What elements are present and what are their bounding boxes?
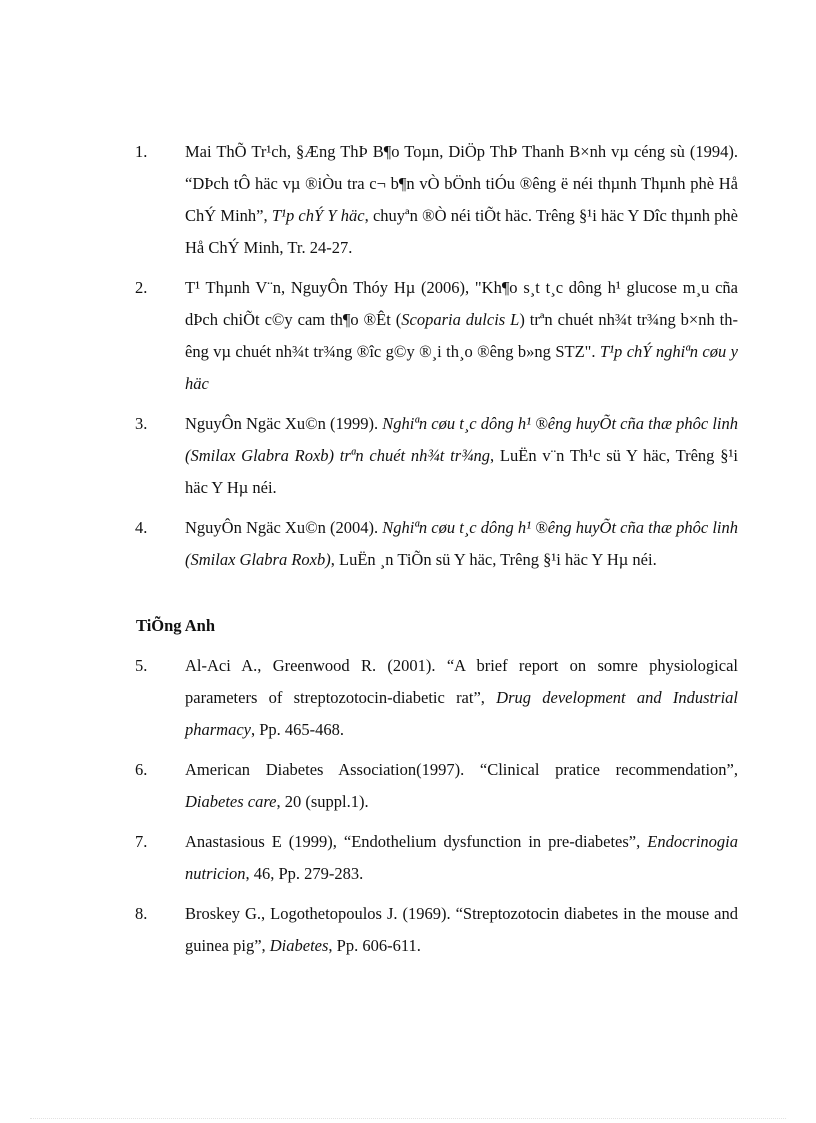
ref-details: , Pp. 465-468. — [250, 720, 345, 739]
ref-details: , 46, Pp. 279-283. — [245, 864, 364, 883]
ref-authors: Mai ThÕ Tr¹ch, §Æng ThÞ B¶o Toµn, DiÖp ThÞ Thanh B×nh vµ céng sù (1994). “DÞch tÔ häc vµ ®iÒu tra c¬ b¶n vÒ bÖnh tiÓu ®êng ë néi thµnh Thµnh phè Hå ChÝ Minh”, — [185, 142, 738, 225]
reference-number: 5. — [135, 656, 148, 675]
reference-number: 3. — [135, 414, 148, 433]
reference-text — [185, 826, 738, 890]
reference-item — [0, 754, 816, 818]
ref-authors: NguyÔn Ngäc Xu©n (2004). — [185, 518, 383, 537]
reference-number: 2. — [135, 278, 148, 297]
ref-journal: Drug development and Industrial pharmacy — [185, 688, 738, 739]
reference-text — [185, 898, 738, 962]
reference-item — [0, 898, 816, 962]
ref-authors: Anastasious E (1999), “Endothelium dysfunction in pre-diabetes”, — [185, 832, 648, 851]
reference-text — [185, 408, 738, 504]
reference-number: 8. — [135, 904, 148, 923]
reference-item — [0, 826, 816, 890]
reference-item — [0, 408, 816, 504]
ref-authors: Broskey G., Logothetopoulos J. (1969). “Streptozotocin diabetes in the mouse and guinea pig”, — [185, 904, 738, 955]
reference-number: 1. — [135, 142, 148, 161]
ref-details: , LuËn ¸n TiÕn sü Y häc, Trêng §¹i häc Y Hµ néi. — [330, 550, 657, 569]
ref-title-cont: ) trªn chuét nh¾t tr¾ng b×nh thêng vµ chuét nh¾t tr¾ng ®îc g©y ®¸i th¸o ®êng b»ng STZ". — [185, 310, 738, 361]
reference-number: 7. — [135, 832, 148, 851]
page-bottom-divider — [30, 1118, 786, 1119]
ref-authors: NguyÔn Ngäc Xu©n (1999). — [185, 414, 383, 433]
reference-text — [185, 512, 738, 576]
section-heading-english: TiÕng Anh — [136, 616, 216, 635]
ref-authors: Al-Aci A., Greenwood R. (2001). “A brief report on somre physiological parameters of streptozotocin-diabetic rat”, — [185, 656, 738, 707]
reference-text — [185, 272, 738, 400]
ref-authors: American Diabetes Association(1997). “Clinical pratice recommendation”, — [185, 760, 738, 779]
reference-item — [0, 650, 816, 746]
reference-item — [0, 136, 816, 264]
ref-journal: Endocrinogia nutricion — [185, 832, 738, 883]
reference-item — [0, 272, 816, 400]
ref-species: Scoparia dulcis L — [401, 310, 520, 329]
ref-details: , 20 (suppl.1). — [276, 792, 369, 811]
reference-text — [185, 136, 738, 264]
reference-text — [185, 650, 738, 746]
ref-authors: T¹ Thµnh V¨n, NguyÔn Thóy Hµ (2006), "Kh¶o s¸t t¸c dông h¹ glucose m¸u cña dÞch chiÕt c©y cam th¶o ®Êt ( — [185, 278, 738, 329]
ref-title: Nghiªn cøu t¸c dông h¹ ®êng huyÕt cña thæ phôc linh (Smilax Glabra Roxb) trªn chuét nh¾t tr¾ng — [185, 414, 738, 465]
ref-title: Nghiªn cøu t¸c dông h¹ ®êng huyÕt cña thæ phôc linh (Smilax Glabra Roxb) — [185, 518, 738, 569]
ref-journal: T¹p chÝ nghiªn cøu y häc — [185, 342, 738, 393]
reference-number: 6. — [135, 760, 148, 779]
reference-text — [185, 754, 738, 818]
ref-details: , Pp. 606-611. — [328, 936, 421, 955]
ref-details: , chuyªn ®Ò néi tiÕt häc. Trêng §¹i häc Y Dîc thµnh phè Hå ChÝ Minh, Tr. 24-27. — [185, 206, 738, 257]
ref-journal: Diabetes — [269, 936, 329, 955]
ref-journal: T¹p chÝ Y häc — [271, 206, 365, 225]
reference-number: 4. — [135, 518, 148, 537]
reference-list — [0, 136, 816, 970]
reference-item — [0, 512, 816, 576]
ref-details: , LuËn v¨n Th¹c sü Y häc, Trêng §¹i häc Y Hµ néi. — [185, 446, 738, 497]
ref-journal: Diabetes care — [185, 792, 277, 811]
